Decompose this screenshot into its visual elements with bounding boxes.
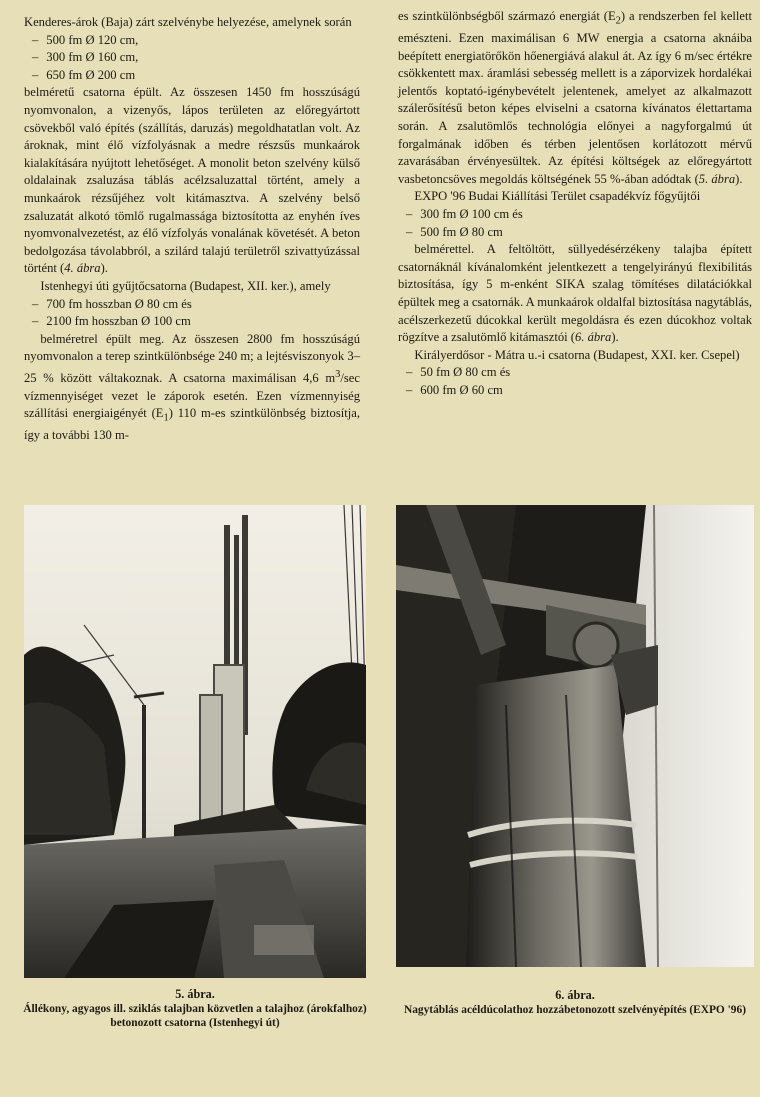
istenhegyi-body: belméretrel épült meg. Az összesen 2800 fm hosszúságú nyomvonalon a terep szintkülönbsége 240 m; a lejtésviszonyok 3–25 % között váltakoznak. A csatorna maximálisan 4,6 $m^3/\sec$ vízmennyiséget vezet le záporok esetén. Ezen vízmennyiség szállítási energiaigényét $(E_1)$ 110 m-es szintkülönbség biztosítja, így a további 130 m- — [24, 331, 360, 443]
figure-ref-5: 5. ábra — [698, 171, 736, 186]
kenderes-body: belméretű csatorna épült. Az összesen 1450 fm hosszúságú nyomvonalon, a vizenyős, lápos területen az előregyártott csövekből való építés (szállítás, daruzás) megoldhatatlan volt. Az ároknak, mint élő vízfolyásnak a medre részsűs munkaárok kialakítására nyújtott lehetőséget. A monolit beton szelvény külső oldalainak zsaluzása táblás acélzsaluzattal történt, amely a munkaárok rézsűjéhez volt kitámasztva. A szelvény belső zsaluzatát alkotó tömlő rugalmassága biztosította az enyhén íves nyomvonalvezetést, az élő vízfolyás vonalának követését. A beton bedolgozása távolabbról, a szilárd talajú területről szivattyúzással történt (4. ábra). — [24, 85, 360, 276]
figure-6-photo — [396, 505, 754, 967]
list-item: – 2100 fm hosszban Ø 100 cm — [24, 313, 360, 331]
list-item: – 650 fm Ø 200 cm — [24, 67, 360, 85]
left-column — [24, 14, 360, 445]
list-item: – 300 fm Ø 100 cm és — [398, 206, 752, 224]
kiralyerdo-dimension-list — [398, 364, 752, 399]
figure-5-caption — [14, 987, 376, 1030]
right-column — [398, 8, 752, 400]
kiralyerdo-intro: Királyerdősor - Mátra u.-i csatorna (Budapest, XXI. ker. Csepel) — [414, 347, 740, 362]
figure-6-text: Nagytáblás acéldúcolathoz hozzábetonozott szelvényépítés (EXPO '96) — [404, 1004, 746, 1016]
figure-ref-6: 6. ábra — [574, 330, 612, 345]
construction-site-photo — [24, 505, 366, 978]
expo-intro: EXPO '96 Budai Kiállítási Terület csapadékvíz főgyűjtői — [414, 189, 701, 204]
list-item: – 50 fm Ø 80 cm és — [398, 364, 752, 382]
istenhegyi-intro: Istenhegyi úti gyűjtőcsatorna (Budapest, XII. ker.), amely — [40, 278, 331, 293]
steel-shoring-photo — [396, 505, 754, 967]
figure-5-photo — [24, 505, 366, 978]
figure-6-number: 6. ábra. — [555, 988, 595, 1002]
expo-body: belmérettel. A feltöltött, süllyedésérzékeny talajba épített csatornáknál kívánalomként jelentkezett a tengelyirányú flexibilitás biztosítása, így 5 m-enként SIKA szalag tömítéses dilatációkkal épültek meg a csatornák. A munkaárok oldalfal biztosítása nagytáblás, acélszerkezetű dúcokkal került megoldásra és ezen dúcokhoz voltak rögzítve a zsalutömlő kitámasztói (6. ábra). — [398, 242, 752, 345]
list-item: – 500 fm Ø 80 cm — [398, 224, 752, 242]
figure-5-text: Állékony, agyagos ill. sziklás talajban közvetlen a talajhoz (árokfalhoz) betonozott csatorna (Istenhegyi út) — [23, 1003, 367, 1029]
list-item: – 300 fm Ø 160 cm, — [24, 49, 360, 67]
list-item: – 700 fm hosszban Ø 80 cm és — [24, 296, 360, 314]
list-item: – 500 fm Ø 120 cm, — [24, 32, 360, 50]
figure-5-number: 5. ábra. — [175, 987, 215, 1001]
expo-dimension-list — [398, 206, 752, 241]
figure-ref-4: 4. ábra — [64, 261, 101, 276]
figure-6-caption — [396, 988, 754, 1017]
istenhegyi-dimension-list — [24, 296, 360, 331]
kenderes-intro: Kenderes-árok (Baja) zárt szelvénybe helyezése, amelynek során — [24, 15, 352, 29]
istenhegyi-continued: es szintkülönbségből származó energiát $(E_2)$ a rendszerben fel kellett emészteni. Ezen maximálisan 6 MW energia a csatorna aknáiba beépített energiatörőkön hőenergiává alakul át. Az így 6 m/sec értékre csökkentett max. áramlási sebesség mellett is a záporvizek hordalékai jelentős koptató-igénybevételt jelentenek, amelyet az alkalmazott szálerősítésű beton képes elviselni a csatorna kívánatos élettartama során. A zsalutömlős technológia előnyei a nagyforgalmú út forgalmának időben és térben jelentősen korlátozott mérvű zavarásában érvényesültek. Az építési költségek az előregyártott vasbetoncsöves megoldás költségének 55 %-ában adódtak (5. ábra). — [398, 9, 752, 186]
kenderes-dimension-list — [24, 32, 360, 85]
list-item: – 600 fm Ø 60 cm — [398, 382, 752, 400]
